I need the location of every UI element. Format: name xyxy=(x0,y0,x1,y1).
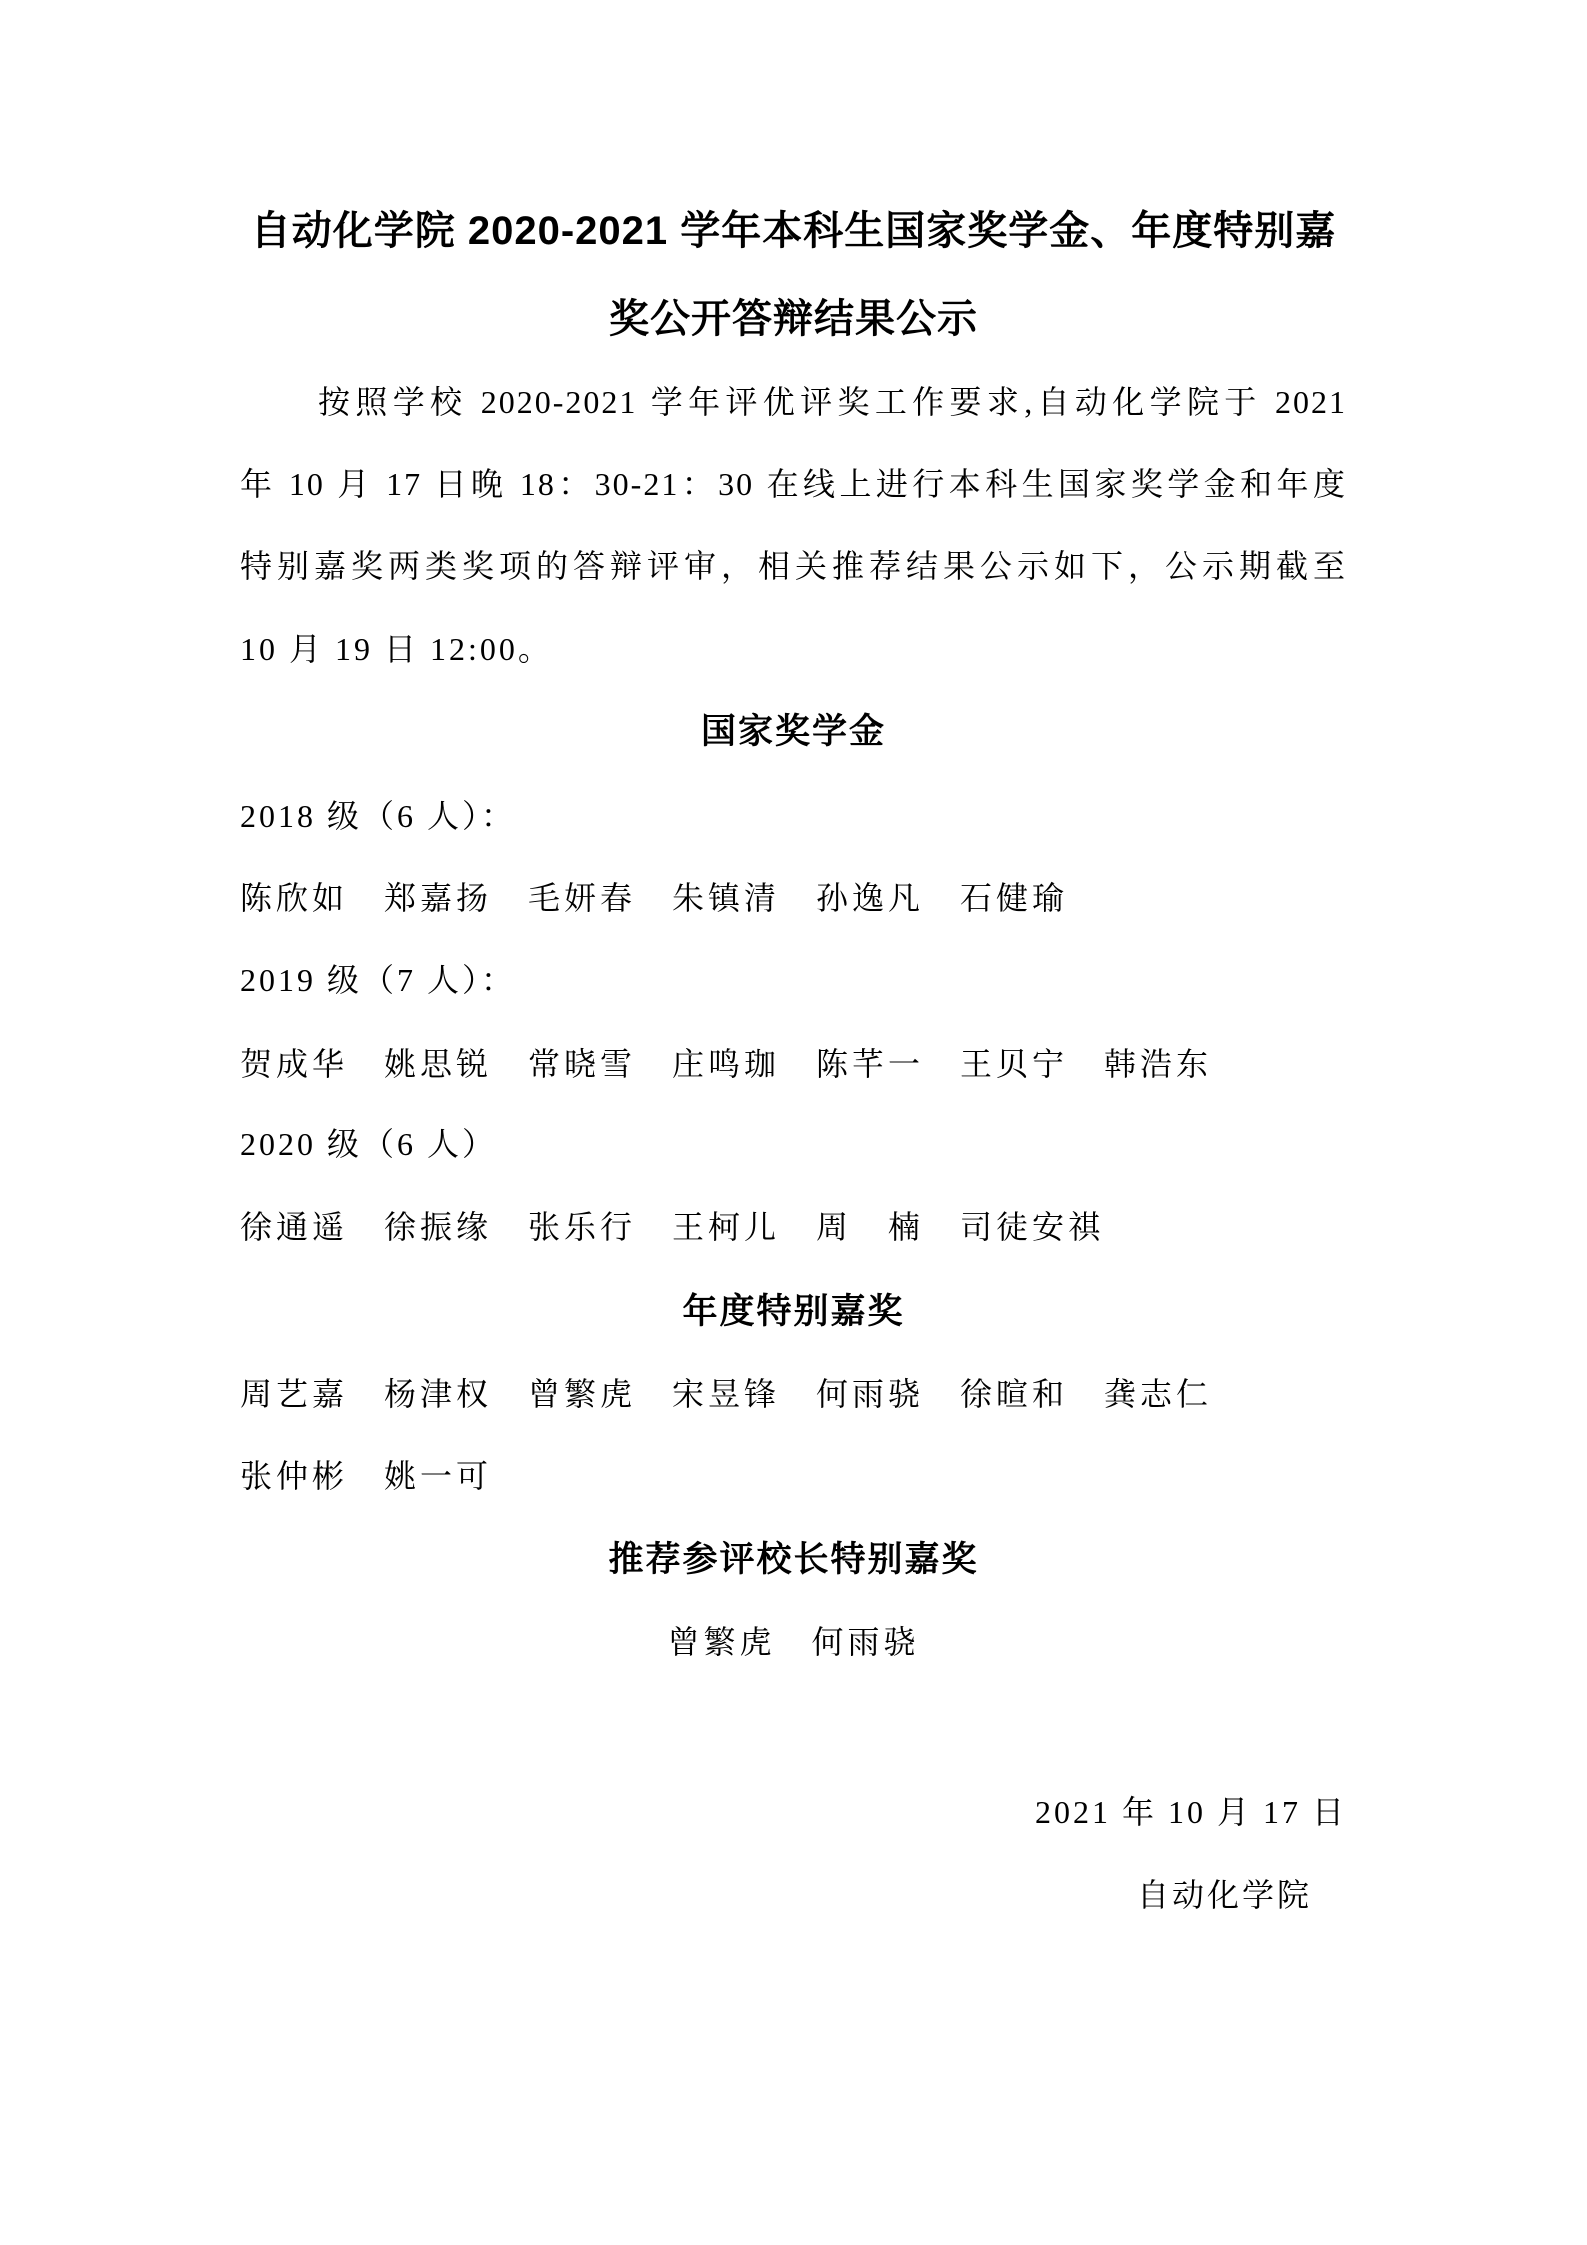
section-heading-president-special-commendation: 推荐参评校长特别嘉奖 xyxy=(608,1540,979,1579)
grade-2020-label: 2020 级（6 人） xyxy=(240,1126,498,1162)
grade-2019-names: 贺成华 姚思锐 常晓雪 庄鸣珈 陈芊一 王贝宁 韩浩东 xyxy=(240,1046,1213,1082)
intro-line-3: 特别嘉奖两类奖项的答辩评审，相关推荐结果公示如下，公示期截至 xyxy=(240,548,1347,584)
intro-line-2: 年 10 月 17 日晚 18：30-21：30 在线上进行本科生国家奖学金和年度 xyxy=(240,466,1347,502)
grade-2020-names: 徐通遥 徐振缘 张乐行 王柯儿 周 楠 司徒安祺 xyxy=(240,1209,1105,1245)
section-heading-national-scholarship: 国家奖学金 xyxy=(700,712,886,751)
annual-special-commendation-names-row-1: 周艺嘉 杨津权 曾繁虎 宋昱锋 何雨骁 徐暄和 龚志仁 xyxy=(240,1376,1213,1412)
grade-2018-names: 陈欣如 郑嘉扬 毛妍春 朱镇清 孙逸凡 石健瑜 xyxy=(240,880,1069,916)
grade-2018-label: 2018 级（6 人）： xyxy=(240,798,517,834)
signoff-signature: 自动化学院 xyxy=(1136,1877,1312,1913)
intro-line-4: 10 月 19 日 12:00。 xyxy=(240,631,553,667)
section-heading-annual-special-commendation: 年度特别嘉奖 xyxy=(682,1292,905,1331)
intro-line-1: 按照学校 2020-2021 学年评优评奖工作要求,自动化学院于 2021 xyxy=(318,384,1347,420)
annual-special-commendation-names-row-2: 张仲彬 姚一可 xyxy=(240,1458,493,1494)
document-title-line-2: 奖公开答辩结果公示 xyxy=(609,297,978,341)
signoff-date: 2021 年 10 月 17 日 xyxy=(1034,1794,1347,1830)
grade-2019-label: 2019 级（7 人）： xyxy=(240,962,517,998)
document-title-line-1: 自动化学院 2020-2021 学年本科生国家奖学金、年度特别嘉 xyxy=(250,209,1337,253)
president-special-commendation-names: 曾繁虎 何雨骁 xyxy=(667,1624,920,1660)
